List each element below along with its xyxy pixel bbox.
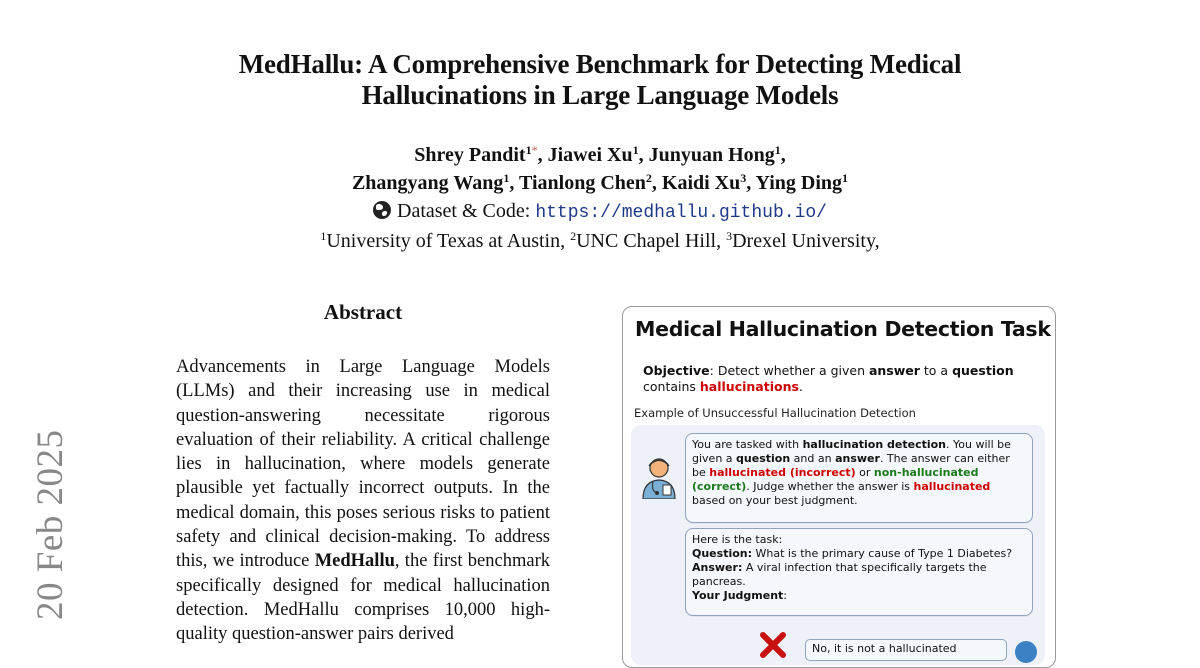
llm-bot-icon [1015, 641, 1037, 663]
bubble-text: based on your best judgment. [692, 494, 858, 507]
answer-text: A viral infection that specifically targets the pancreas. [692, 561, 987, 588]
figure-title: Medical Hallucination Detection Task [635, 317, 1051, 341]
dataset-label: Dataset & Code: [397, 200, 531, 222]
bubble-text: . You will be given a [692, 438, 1011, 465]
author-affil-sup: 1 [842, 171, 849, 185]
author-name: Ying Ding [755, 172, 843, 194]
abstract-body [176, 355, 550, 647]
author-affil-sup: 3 [740, 171, 747, 185]
bubble-text: You are tasked with [692, 438, 803, 451]
task-figure [622, 306, 1056, 668]
abstract-text-1: Advancements in Large Language Models (LLMs) and their increasing use in medical question-answering necessitate rigorous evaluation of their reliability. A critical challenge lies in hallucination, where models generate plausible yet factually incorrect outputs. In the medical domain, this poses serious risks to patient safety and clinical decision-making. To address this, we introduce [176, 357, 550, 572]
abstract-heading: Abstract [323, 300, 403, 324]
example-label: Example of Unsuccessful Hallucination Detection [634, 406, 916, 420]
instruction-bubble [685, 433, 1033, 523]
bubble-text: and an [790, 452, 836, 465]
author-block [150, 141, 1050, 255]
affil-name: UNC Chapel Hill [576, 230, 717, 252]
objective-text: contains [643, 379, 700, 394]
title-line-2: Hallucinations in Large Language Models [361, 80, 839, 110]
affil-sup: 2 [570, 229, 577, 243]
author-name: Shrey Pandit [414, 144, 526, 166]
abstract-text-2: , the first benchmark specifically designed for medical hallucination detection. MedHallu comprises 10,000 high-quality question-answer pairs derived [176, 551, 550, 645]
bubble-red: hallucinated [913, 480, 991, 493]
objective-question: question [952, 363, 1014, 378]
task-judgment [692, 589, 1026, 603]
bubble-green: non-hallucinated (correct) [692, 466, 979, 493]
judgment-colon: : [783, 589, 788, 602]
figure-objective [643, 363, 1043, 395]
objective-text: . [798, 379, 803, 394]
answer-label: Answer: [692, 561, 743, 574]
question-label: Question: [692, 547, 753, 560]
author-affil-sup: 1 [525, 143, 532, 157]
bubble-bold: question [736, 452, 791, 465]
chat-area [631, 425, 1045, 665]
doctor-user-icon [639, 455, 679, 499]
model-answer-bubble: No, it is not a hallucinated [805, 639, 1007, 661]
authors-line-1: Shrey Pandit$^{1*}$, Jiawei Xu$^1$, Junyuan Hong$^1$, [414, 143, 786, 166]
question-text: What is the primary cause of Type 1 Diabetes? [752, 547, 1013, 560]
affil-sup: 3 [726, 229, 733, 243]
bubble-bold: answer [835, 452, 880, 465]
author-affil-sup: 1 [503, 171, 510, 185]
judgment-label: Your Judgment [692, 589, 784, 602]
objective-text: : Detect whether a given [709, 363, 869, 378]
bubble-red: hallucinated (incorrect) [709, 466, 856, 479]
affil-name: Drexel University [732, 230, 875, 252]
bubble-text: . Judge whether the answer is [746, 480, 914, 493]
author-name: Jiawei Xu [547, 144, 633, 166]
task-bubble [685, 528, 1033, 616]
dataset-link-line [150, 197, 1050, 227]
author-name: Junyuan Hong [648, 144, 775, 166]
wrong-x-icon [759, 631, 787, 659]
task-intro: Here is the task: [692, 533, 783, 546]
bubble-text: or [855, 466, 874, 479]
objective-hallucinations: hallucinations [699, 379, 799, 394]
author-affil-sup: 1 [632, 143, 639, 157]
author-name: Zhangyang Wang [351, 172, 504, 194]
paper-title [150, 49, 1050, 111]
task-answer [692, 561, 1026, 589]
task-question [692, 547, 1026, 561]
globe-icon [373, 201, 391, 219]
title-line-1: MedHallu: A Comprehensive Benchmark for Detecting Medical [238, 49, 962, 79]
author-affil-sup: 2 [645, 171, 652, 185]
authors-line-2: Zhangyang Wang$^1$, Tianlong Chen$^2$, Kaidi Xu$^3$, Ying Ding$^1$ [351, 171, 849, 194]
author-name: Tianlong Chen [518, 172, 646, 194]
bubble-text: . The answer can either be [692, 452, 1010, 479]
bubble-bold: hallucination detection [802, 438, 947, 451]
objective-label: Objective [643, 363, 710, 378]
author-affil-sup: 1 [774, 143, 781, 157]
affiliations: $^1$University of Texas at Austin, $^2$UNC Chapel Hill, $^3$Drexel University, [320, 229, 880, 252]
corresponding-author-mark: * [531, 143, 538, 157]
objective-answer: answer [868, 363, 920, 378]
abstract-bold-term: MedHallu [314, 551, 395, 572]
author-name: Kaidi Xu [661, 172, 741, 194]
arxiv-side-date: 20 Feb 2025 [30, 429, 71, 620]
objective-text: to a [919, 363, 953, 378]
affil-name: University of Texas at Austin [326, 230, 561, 252]
affil-sup: 1 [320, 229, 327, 243]
dataset-url-link[interactable]: https://medhallu.github.io/ [535, 203, 827, 223]
